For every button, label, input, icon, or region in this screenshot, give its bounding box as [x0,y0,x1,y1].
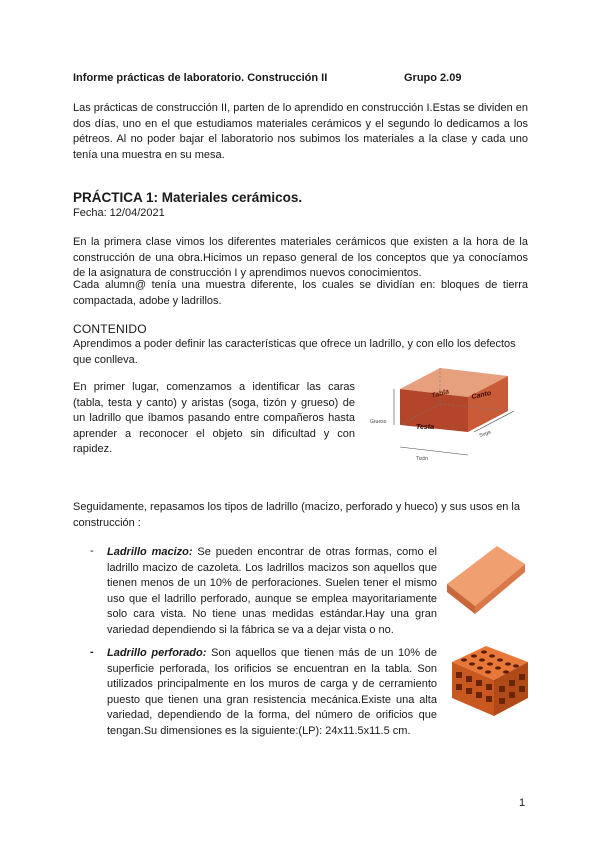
intro-paragraph: Las prácticas de construcción II, parten de lo aprendido en construcción I.Estas se dividen en dos días, uno en el que estudiamos materiales cerámicos y el segundo lo dedicamos a los pétreos. Al no poder bajar el laboratorio nos subimos los materiales a la clase y cada uno tenía una muestra en su mesa. [73,102,528,161]
practice-title: PRÁCTICA 1: Materiales cerámicos. [73,190,303,205]
label-tizon: Tizón [416,456,429,462]
contenido-paragraph-1: Aprendimos a poder definir las características que ofrece un ladrillo, y con ello los defectos que conlleva. [73,338,516,366]
perforated-brick-image [446,636,532,722]
type-macizo-name: Ladrillo macizo: [107,546,193,558]
type-macizo-paragraph [107,545,437,638]
type-perforado-text: Son aquellos que tienen más de un 10% de superficie perforada, los orificios se encuentran en la tabla. Son utilizados principalmente en los muros de carga y de cerramiento puesto que tienen una gran resistencia mecánica.Existe una alta variedad, dependiendo de la forma, del número de orificios que tengan.Su dimensiones es la siguiente:(LP): 24x11.5x11.5 cm. [107,647,437,737]
contenido-paragraph-2: En primer lugar, comenzamos a identificar las caras (tabla, testa y canto) y aristas (soga, tizón y grueso) de un ladrillo que íbamos pasando entre compañeros hasta aprender a reconocer el objeto sin dificultad y con rapidez. [73,381,355,455]
label-soga: Soga [478,429,492,439]
list-bullet: - [90,646,94,658]
contenido-title: CONTENIDO [73,322,147,336]
solid-brick-image [443,540,529,620]
label-canto: Canto [470,389,492,401]
practice-paragraph-2: Cada alumn@ tenía una muestra diferente, los cuales se dividían en: bloques de tierra compactada, adobe y ladrillos. [73,279,528,307]
type-perforado-name: Ladrillo perforado: [107,647,207,659]
label-grueso: Grueso [370,419,387,425]
label-tabla: Tabla [430,388,450,400]
type-perforado-paragraph [107,646,437,739]
label-testa: Testa [416,424,435,431]
report-title: Informe prácticas de laboratorio. Construcción II [73,72,328,84]
brick-faces-diagram [364,362,530,466]
practice-date: Fecha: 12/04/2021 [73,207,165,219]
types-intro: Seguidamente, repasamos los tipos de ladrillo (macizo, perforado y hueco) y sus usos en la construcción : [73,501,520,529]
page-number: 1 [519,797,526,809]
group-label: Grupo 2.09 [404,72,462,84]
list-bullet: - [90,545,94,557]
type-macizo-text: Se pueden encontrar de otras formas, como el ladrillo macizo de cazoleta. Los ladrillos macizos son aquellos que tienen menos de un 10% de perforaciones. Suelen tener el mismo uso que el ladrillo perforado, aunque se emplea mayoritariamente solo cara vista. No tiene unas medidas estándar.Hay una gran variedad dependiendo si la fábrica se va a dejar vista o no. [107,546,437,636]
practice-paragraph-1: En la primera clase vimos los diferentes materiales cerámicos que existen a la hora de la construcción de una obra.Hicimos un repaso general de los conceptos que ya conocíamos de la asignatura de construcción I y aprendimos nuevos conocimientos. [73,236,528,279]
